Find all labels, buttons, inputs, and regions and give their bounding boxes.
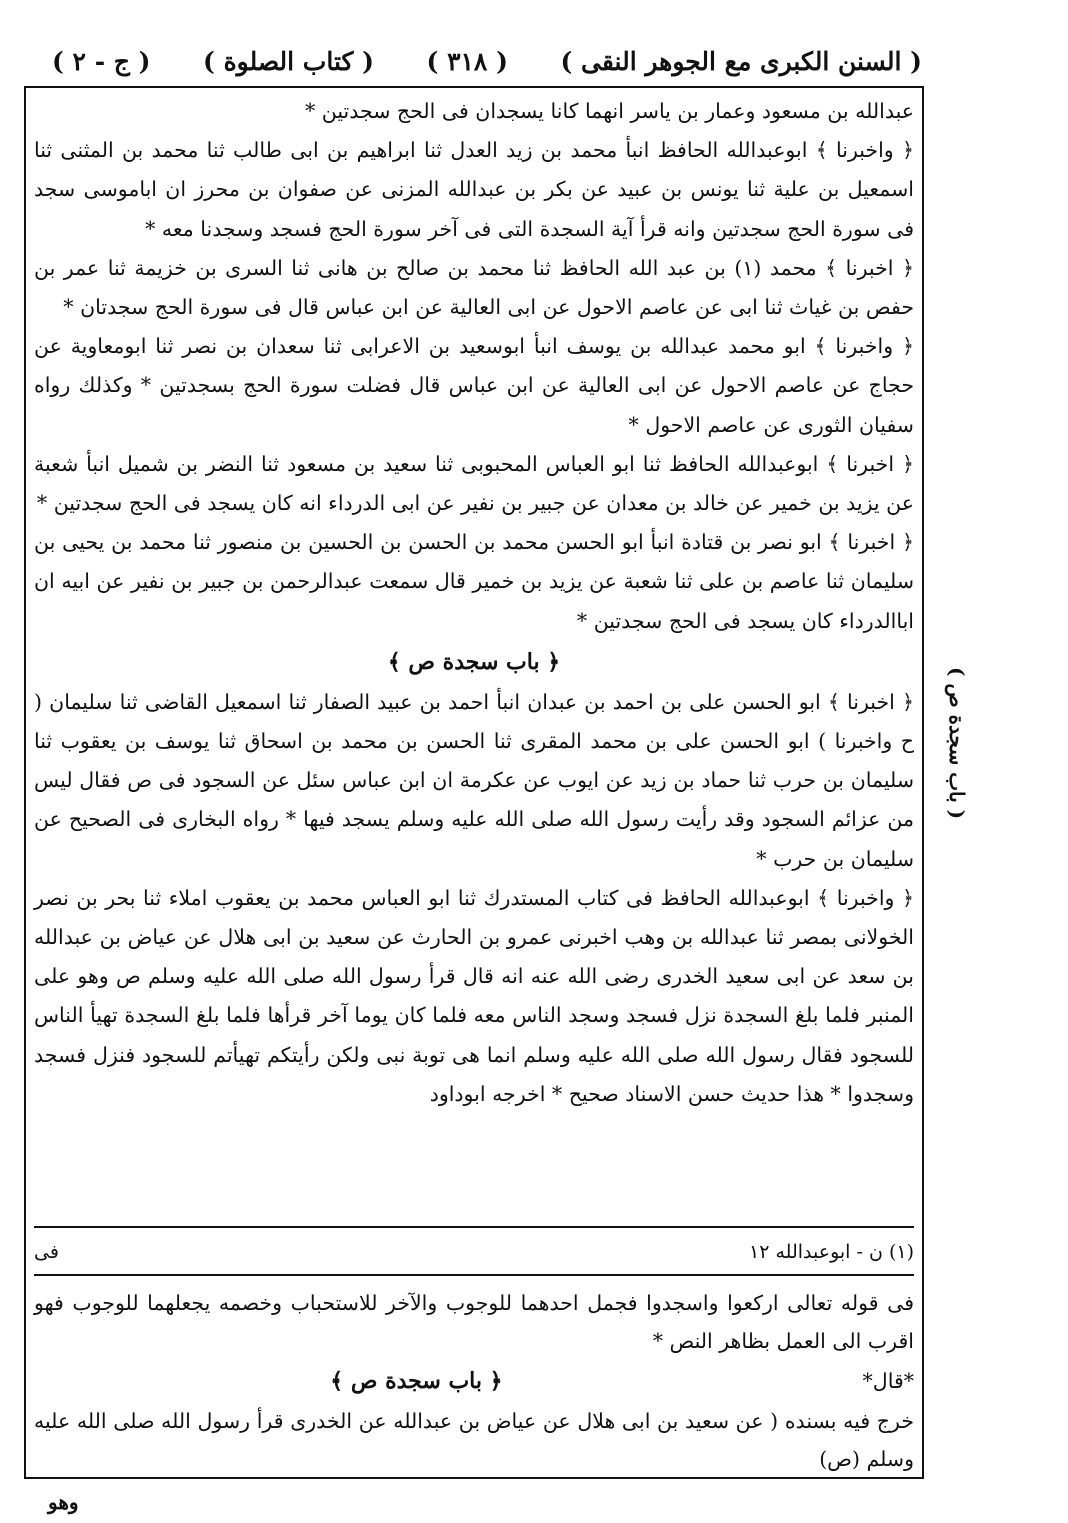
- commentary-heading: ﴿ باب سجدة ص ﴾: [330, 1368, 503, 1394]
- footnote-divider: [34, 1226, 914, 1228]
- main-paragraph: ﴿ اخبرنا ﴾ ابوعبدالله الحافظ ثنا ابو العباس المحبوبى ثنا سعيد بن مسعود ثنا النضر بن شميل انبأ شعبة عن يزيد بن خمير عن خالد بن معدان عن جبير بن نفير عن ابى الدرداء انه كان يسجد فى الحج سجدتين *: [34, 451, 914, 516]
- main-paragraph: ﴿ واخبرنا ﴾ ابوعبدالله الحافظ انبأ محمد بن زيد العدل ثنا ابراهيم بن ابى طالب ثنا محمد بن المثنى ثنا اسمعيل بن علية ثنا يونس بن عبيد عن بكر بن عبدالله المزنى عن صفوان بن محرز ان اباموسى سجد فى سورة الحج سجدتين وانه قرأ آية السجدة التى فى آخر سورة الحج فسجد وسجدنا معه *: [34, 138, 914, 241]
- chapter-heading: ﴿ باب سجدة ص ﴾: [387, 648, 561, 675]
- running-header: [52, 40, 922, 82]
- commentary-paragraph: خرج فيه بسنده ( عن سعيد بن ابى هلال عن عياض بن عبدالله عن الخدرى قرأ رسول الله صلى الله عليه وسلم (ص): [34, 1409, 914, 1471]
- main-text: [34, 92, 914, 1114]
- commentary-section: [34, 1284, 914, 1478]
- main-paragraph: ﴿ واخبرنا ﴾ ابوعبدالله الحافظ فى كتاب المستدرك ثنا ابو العباس محمد بن يعقوب املاء ثنا بحر بن نصر الخولانى بمصر ثنا عبدالله بن وهب اخبرنى عمرو بن الحارث عن سعيد بن ابى هلال عن عياض بن عبدالله بن سعد عن ابى سعيد الخدرى رضى الله عنه انه قال قرأ رسول الله صلى الله عليه وسلم ص وهو على المنبر فلما بلغ السجدة نزل فسجد وسجد الناس معه فلما كان يوما آخر قرأها فلما بلغ السجدة تهيأ الناس للسجود فقال رسول الله صلى الله عليه وسلم انما هى توبة نبى ولكن رأيتكم تهيأتم للسجود فنزل فسجد وسجدوا * هذا حديث حسن الاسناد صحيح * اخرجه ابوداود: [34, 885, 914, 1106]
- main-paragraph: ﴿ واخبرنا ﴾ ابو محمد عبدالله بن يوسف انبأ ابوسعيد بن الاعرابى ثنا سعدان بن نصر ثنا ابومعاوية عن حجاج عن عاصم الاحول عن ابى العالية عن ابن عباس قال فضلت سورة الحج بسجدتين * وكذلك رواه سفيان الثورى عن عاصم الاحول *: [34, 334, 914, 437]
- main-paragraph: ﴿ اخبرنا ﴾ محمد (١) بن عبد الله الحافظ ثنا محمد بن صالح بن هانى ثنا السرى بن خزيمة ثنا عمر بن حفص بن غياث ثنا ابى عن عاصم الاحول عن ابى العالية عن ابن عباس قال فى سورة الحج سجدتان *: [34, 255, 914, 320]
- main-paragraph: ﴿ اخبرنا ﴾ ابو نصر بن قتادة انبأ ابو الحسن محمد بن الحسن بن الحسين بن منصور ثنا محمد بن يحيى بن سليمان ثنا عاصم بن على ثنا شعبة عن يزيد بن خمير قال سمعت عبدالرحمن بن جبير بن نفير عن ابيه ان اباالدرداء كان يسجد فى الحج سجدتين *: [34, 530, 914, 633]
- commentary-divider: [34, 1274, 914, 1276]
- book-section: ( كتاب الصلوة ): [203, 46, 374, 76]
- footnote-text: (١) ن - ابوعبدالله ١٢: [749, 1241, 914, 1263]
- commentary-qal: *قال*: [862, 1369, 914, 1393]
- main-paragraph: عبدالله بن مسعود وعمار بن ياسر انهما كانا يسجدان فى الحج سجدتين *: [304, 99, 914, 123]
- commentary-heading-row: [34, 1360, 914, 1402]
- footnote-catchword: فى: [34, 1241, 59, 1263]
- margin-chapter-note: ( باب سجدة ص ): [945, 666, 969, 820]
- footnote-row: [34, 1236, 914, 1268]
- volume-number: ( ج - ٢ ): [52, 46, 151, 76]
- book-title: ( السنن الكبرى مع الجوهر النقى ): [560, 46, 922, 76]
- page-catchword: وهو: [48, 1490, 79, 1514]
- main-paragraph: ﴿ اخبرنا ﴾ ابو الحسن على بن احمد بن عبدان انبأ احمد بن عبيد الصفار ثنا اسمعيل القاضى ثنا سليمان ( ح واخبرنا ) ابو الحسن على بن محمد المقرى ثنا الحسن بن محمد بن اسحاق ثنا يوسف بن يعقوب ثنا سليمان بن حرب ثنا حماد بن زيد عن ايوب عن عكرمة ان ابن عباس سئل عن السجود فى ص فقال ليس من عزائم السجود وقد رأيت رسول الله صلى الله عليه وسلم يسجد فيها * رواه البخارى فى الصحيح عن سليمان بن حرب *: [34, 689, 914, 871]
- commentary-paragraph: فى قوله تعالى اركعوا واسجدوا فجمل احدهما للوجوب والآخر للاستحباب وخصمه يجعلهما للوجوب فهو اقرب الى العمل بظاهر النص *: [34, 1291, 914, 1353]
- page-number: ( ٣١٨ ): [426, 46, 508, 76]
